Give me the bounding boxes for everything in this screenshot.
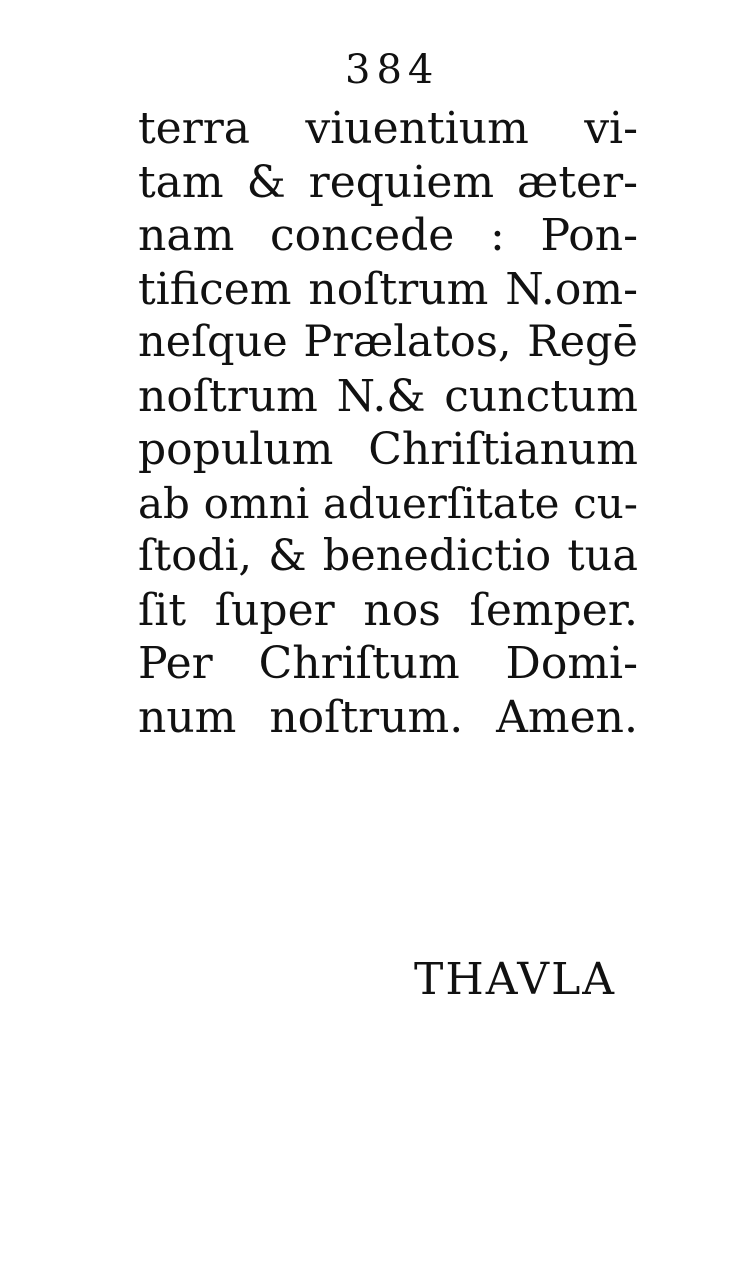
text-line: Per Chriſtum Domi- — [138, 638, 638, 689]
text-line: neſque Prælatos, Regē — [138, 317, 638, 367]
prayer-text-block — [138, 102, 638, 744]
catchword: THAVLA — [414, 954, 617, 1005]
text-line: noſtrum N.& cunctum — [138, 370, 638, 422]
text-line: tam & requiem æter- — [138, 156, 638, 208]
text-line: num noſtrum. Amen. — [138, 691, 638, 743]
text-line: ab omni aduerſitate cu- — [138, 478, 638, 528]
text-line: tificem noſtrum N.om- — [138, 263, 638, 315]
text-line: ſit ſuper nos ſemper. — [138, 584, 638, 636]
text-line: nam concede : Pon- — [138, 210, 638, 261]
text-line: ſtodi, & benedictio tua — [138, 531, 638, 581]
page-number: 384 — [345, 47, 440, 93]
text-line: populum Chriſtianum — [138, 424, 638, 475]
text-line: terra viuentium vi- — [138, 103, 638, 154]
